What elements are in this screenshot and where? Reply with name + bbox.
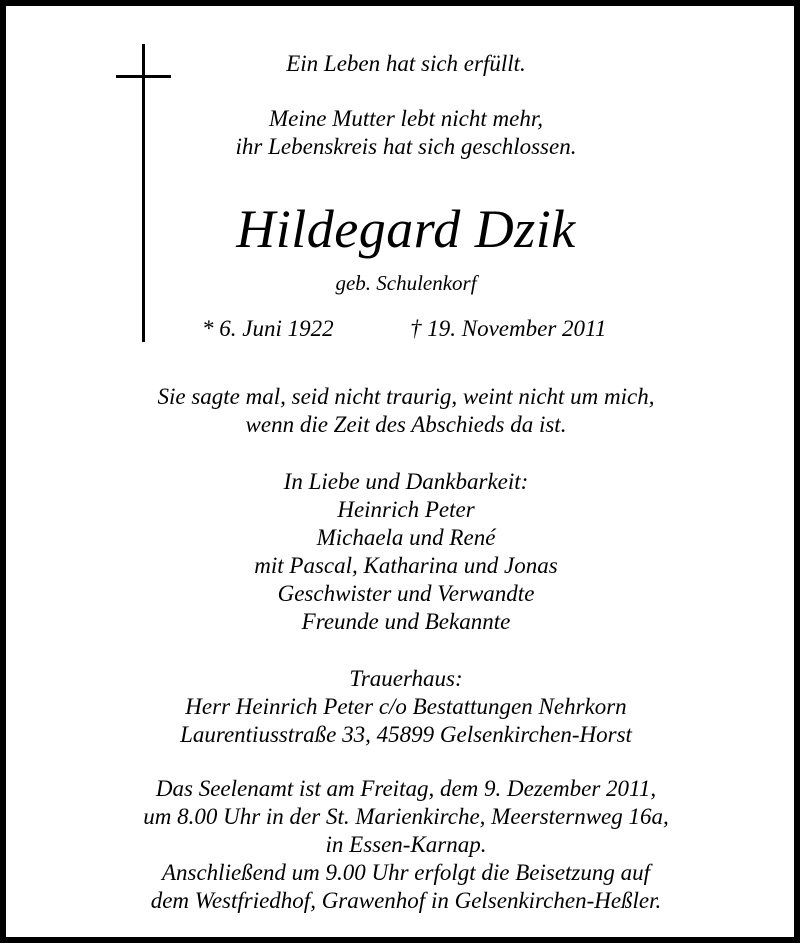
house-line-2: Laurentiusstraße 33, 45899 Gelsenkirchen-Horst (180, 722, 632, 747)
service-line-1: Das Seelenamt ist am Freitag, dem 9. Dezember 2011, (155, 776, 657, 801)
opening-line-2: Meine Mutter lebt nicht mehr, (268, 106, 543, 131)
service-line-4: Anschließend um 9.00 Uhr erfolgt die Beisetzung auf (161, 860, 651, 885)
house-heading: Trauerhaus: (349, 666, 463, 691)
maiden-name: geb. Schulenkorf (335, 271, 477, 295)
mourners-heading: In Liebe und Dankbarkeit: (283, 469, 529, 494)
birth-date: * 6. Juni 1922 (202, 316, 334, 341)
service-line-5: dem Westfriedhof, Grawenhof in Gelsenkirchen-Heßler. (150, 888, 662, 913)
mourner-name: Geschwister und Verwandte (277, 581, 535, 606)
deceased-name: Hildegard Dzik (236, 199, 576, 259)
death-date: † 19. November 2011 (410, 316, 607, 341)
quote-line-1: Sie sagte mal, seid nicht traurig, weint nicht um mich, (157, 384, 655, 409)
service-line-3: in Essen-Karnap. (325, 832, 487, 857)
mourner-name: Freunde und Bekannte (301, 609, 511, 634)
cross-icon (142, 44, 145, 342)
opening-line-3: ihr Lebenskreis hat sich geschlossen. (235, 134, 577, 159)
mourner-name: Michaela und René (316, 525, 496, 550)
opening-line-1: Ein Leben hat sich erfüllt. (286, 51, 526, 76)
mourner-name: mit Pascal, Katharina und Jonas (254, 553, 558, 578)
quote-line-2: wenn die Zeit des Abschieds da ist. (245, 412, 567, 437)
service-line-2: um 8.00 Uhr in der St. Marienkirche, Meersternweg 16a, (143, 804, 669, 829)
mourner-name: Heinrich Peter (337, 497, 475, 522)
house-line-1: Herr Heinrich Peter c/o Bestattungen Nehrkorn (185, 694, 627, 719)
